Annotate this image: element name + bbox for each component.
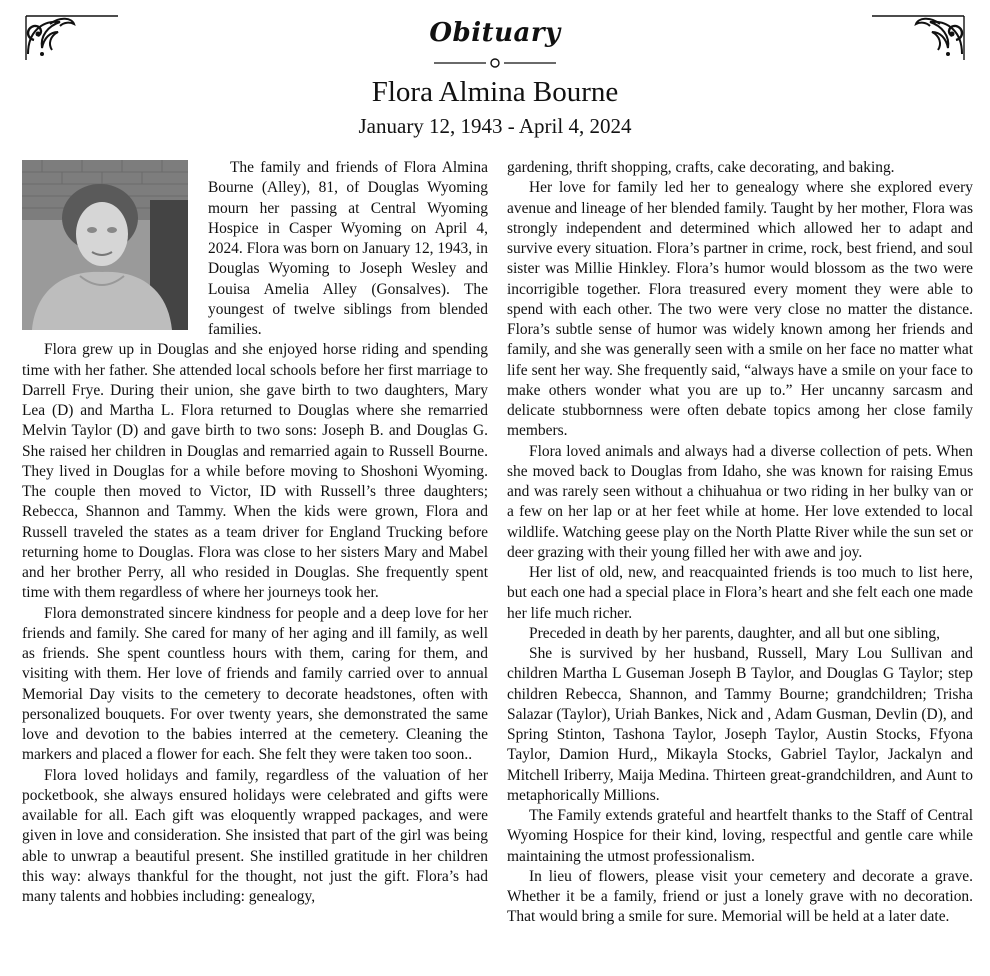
title-ornament-icon xyxy=(430,56,560,70)
paragraph-holidays: Flora loved holidays and family, regardless of the valuation of her pocketbook, she always ensured holidays were celebrated and gifts were available for all. Each gift was eloquently wrapped packages, and were given in love and consideration. She insisted that part of the girl was being able to unwrap a beautiful present. She instilled gratitude in her children this way: always thankful for the thought, not just the gift. Flora’s had many talents and hobbies including: genealogy, xyxy=(22,766,488,905)
paragraph-friends: Her list of old, new, and reacquainted friends is too much to list here, but each one had a special place in Flora’s heart and she felt each one made her life much richer. xyxy=(507,564,973,622)
paragraph-genealogy: Her love for family led her to genealogy where she explored every avenue and lineage of her blended family. Taught by her mother, Flora was strongly independent and determined which allowed her to adapt and survive every situation. Flora’s partner in crime, rock, best friend, and soul sister was Millie Hinkley. Flora’s humor would blossom as the two were incorrigible together. Flora treasured every moment they were able to spend with each other. The two were very close no matter the distance. Flora’s subtle sense of humor was widely known among her friends and family, and she was generally seen with a smile on her face no matter what life sent her way. She frequently said, “always have a smile on your face to make others wonder what you are up to.” Her uncanny sarcasm and delicate stubbornness were often debate topics among her close family members. xyxy=(507,179,973,440)
paragraph-preceded: Preceded in death by her parents, daughter, and all but one sibling, xyxy=(529,624,940,642)
portrait-photo-icon xyxy=(22,160,188,330)
portrait-photo xyxy=(22,160,188,330)
obituary-heading: Obituary xyxy=(429,18,561,48)
right-column xyxy=(507,158,973,928)
paragraph-hobbies-continued: gardening, thrift shopping, crafts, cake decorating, and baking. xyxy=(507,159,895,176)
paragraph-kindness: Flora demonstrated sincere kindness for people and a deep love for her friends and family. She cared for many of her aging and ill family, as well as friends. She spent countless hours with them, caring for them, and visiting with them. Her love of friends and family carried over to annual Memorial Day visits to the cemetery to decorate headstones, often with personalized bouquets. For over twenty years, she demonstrated the same love and devotion to the babies interred at the cemetery. Cleaning the markers and placed a flower for each. She felt they were taken too soon.. xyxy=(22,604,488,764)
left-column xyxy=(22,158,488,907)
paragraph-survived: She is survived by her husband, Russell, Mary Lou Sullivan and children Martha L Guseman Joseph B Taylor, and Douglas G Taylor; step children Rebecca, Shannon, and Tammy Bourne; grandchildren; Trisha Salazar (Taylor), Uriah Bankes, Nick and , Adam Gusman, Devlin (D), and Spring Stinton, Tashona Taylor, Joseph Taylor, Austin Stocks, Ffyona Taylor, Damion Hurd,, Mikayla Stocks, Gabriel Taylor, Jackalyn and Mitchell Iriberry, Maija Medina. Thirteen great-grandchildren, and Aunt to metaphorically Millions. xyxy=(507,645,973,804)
paragraph-early-life: Flora grew up in Douglas and she enjoyed horse riding and spending time with her father. She attended local schools before her first marriage to Darrell Frye. During their union, she gave birth to two daughters, Mary Lea (D) and Martha L. Flora returned to Douglas where she remarried Melvin Taylor (D) and gave birth to two sons: Joseph B. and Douglas G. She raised her children in Douglas and remarried again to Russell Bourne. They lived in Douglas for a while before moving to Shoshoni Wyoming. The couple then moved to Victor, ID with Russell’s three daughters; Rebecca, Shannon and Tammy. When the kids were grown, Flora and Russell traveled the states as a team driver for England Trucking before returning home to Douglas. Flora was close to her sisters Mary and Mabel and her brother Perry, all who resided in Douglas. She frequently spent time with them regardless of where her journeys took her. xyxy=(22,341,488,602)
paragraph-animals: Flora loved animals and always had a diverse collection of pets. When she moved back to Douglas from Idaho, she was known for raising Emus and was rarely seen without a chihuahua or two riding in her bulky van or a few on her lap or at her feet while at home. Her love extended to local wildlife. Watching geese play on the North Platte River while the sun set or deer grazing with their young filled her with awe and joy. xyxy=(507,442,973,561)
paragraph-intro: The family and friends of Flora Almina Bourne (Alley), 81, of Douglas Wyoming mourn her passing at Central Wyoming Hospice in Casper Wyoming on April 4, 2024. Flora was born on January 12, 1943, in Douglas Wyoming to Joseph Wesley and Louisa Amelia Alley (Gonsalves). The youngest of twelve siblings from blended families. xyxy=(208,159,488,338)
life-dates: January 12, 1943 - April 4, 2024 xyxy=(358,114,632,138)
paragraph-thanks: The Family extends grateful and heartfelt thanks to the Staff of Central Wyoming Hospice for their kind, loving, respectful and gentle care while maintaining the utmost professionalism. xyxy=(507,807,973,865)
paragraph-memorial: In lieu of flowers, please visit your cemetery and decorate a grave. Whether it be a family, friend or just a lonely grave with no decoration. That would bring a smile for sure. Memorial will be held at a later date. xyxy=(507,867,973,926)
deceased-name: Flora Almina Bourne xyxy=(371,76,619,108)
